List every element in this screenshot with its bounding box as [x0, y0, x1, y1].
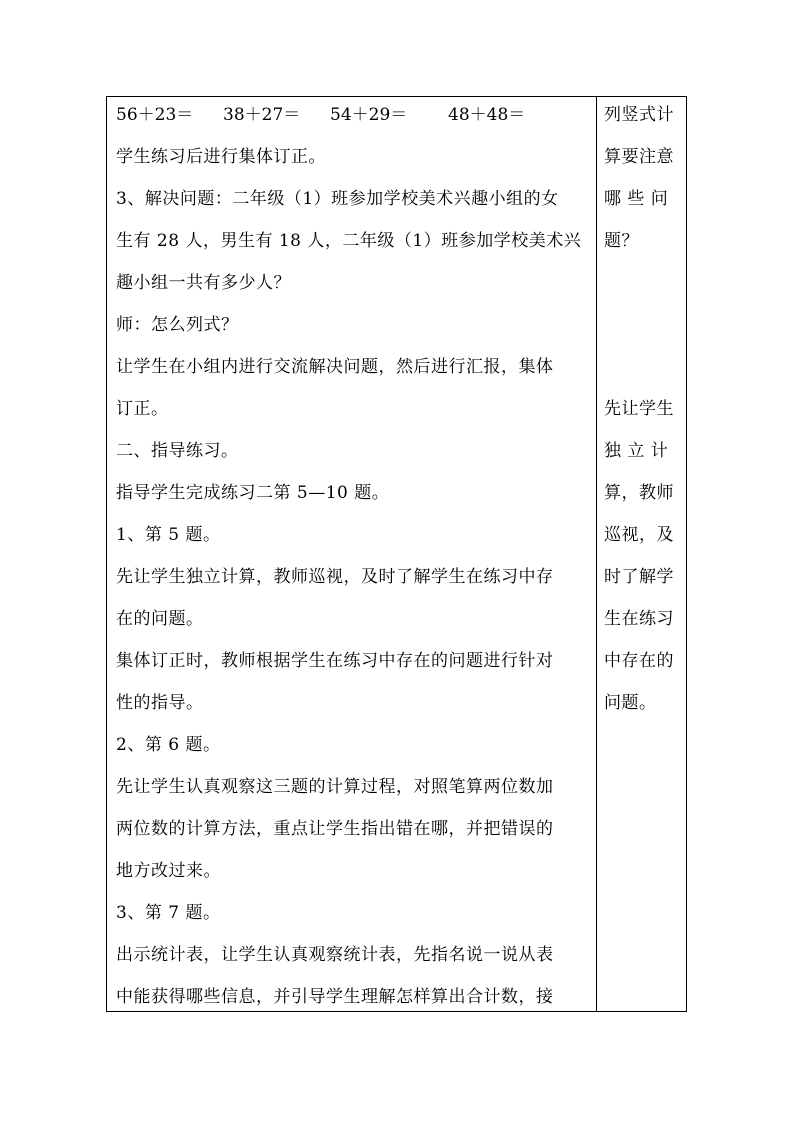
text-line: 2、第 6 题。	[116, 735, 221, 755]
text-line: 3、第 7 题。	[116, 903, 221, 923]
note-line: 哪 些 问	[604, 189, 669, 209]
lesson-table	[106, 96, 687, 1012]
equation-3: 54＋29＝	[330, 105, 408, 125]
text-line: 中能获得哪些信息，并引导学生理解怎样算出合计数，接	[116, 987, 554, 1007]
text-line: 订正。	[116, 399, 169, 419]
section-heading: 二、指导练习。	[116, 441, 239, 461]
text-line: 3、解决问题：二年级（1）班参加学校美术兴趣小组的女	[116, 189, 559, 209]
text-line: 生有 28 人，男生有 18 人，二年级（1）班参加学校美术兴	[116, 231, 582, 251]
text-line: 1、第 5 题。	[116, 525, 221, 545]
text-line: 集体订正时，教师根据学生在练习中存在的问题进行针对	[116, 651, 554, 671]
note-line: 巡视，及	[604, 525, 674, 545]
column-divider	[596, 97, 597, 1011]
note-line: 时了解学	[604, 567, 674, 587]
equation-4: 48＋48＝	[448, 105, 526, 125]
text-line: 指导学生完成练习二第 5—10 题。	[116, 483, 390, 503]
note-line: 先让学生	[604, 399, 674, 419]
note-line: 算要注意	[604, 147, 674, 167]
text-line: 出示统计表，让学生认真观察统计表，先指名说一说从表	[116, 945, 554, 965]
text-line: 性的指导。	[116, 693, 204, 713]
text-line: 先让学生认真观察这三题的计算过程，对照笔算两位数加	[116, 777, 554, 797]
note-line: 列竖式计	[604, 105, 674, 125]
equation-2: 38＋27＝	[223, 105, 301, 125]
note-line: 题？	[604, 231, 639, 251]
text-line: 让学生在小组内进行交流解决问题，然后进行汇报，集体	[116, 357, 554, 377]
note-line: 独 立 计	[604, 441, 669, 461]
note-line: 算，教师	[604, 483, 674, 503]
text-line: 学生练习后进行集体订正。	[116, 147, 326, 167]
text-line: 两位数的计算方法，重点让学生指出错在哪，并把错误的	[116, 819, 554, 839]
text-line: 先让学生独立计算，教师巡视，及时了解学生在练习中存	[116, 567, 554, 587]
note-line: 生在练习	[604, 609, 674, 629]
equation-1: 56＋23＝	[116, 105, 194, 125]
text-line: 师：怎么列式？	[116, 315, 239, 335]
text-line: 趣小组一共有多少人？	[116, 273, 291, 293]
note-line: 中存在的	[604, 651, 674, 671]
text-line: 在的问题。	[116, 609, 204, 629]
text-line: 地方改过来。	[116, 861, 221, 881]
note-line: 问题。	[604, 693, 657, 713]
